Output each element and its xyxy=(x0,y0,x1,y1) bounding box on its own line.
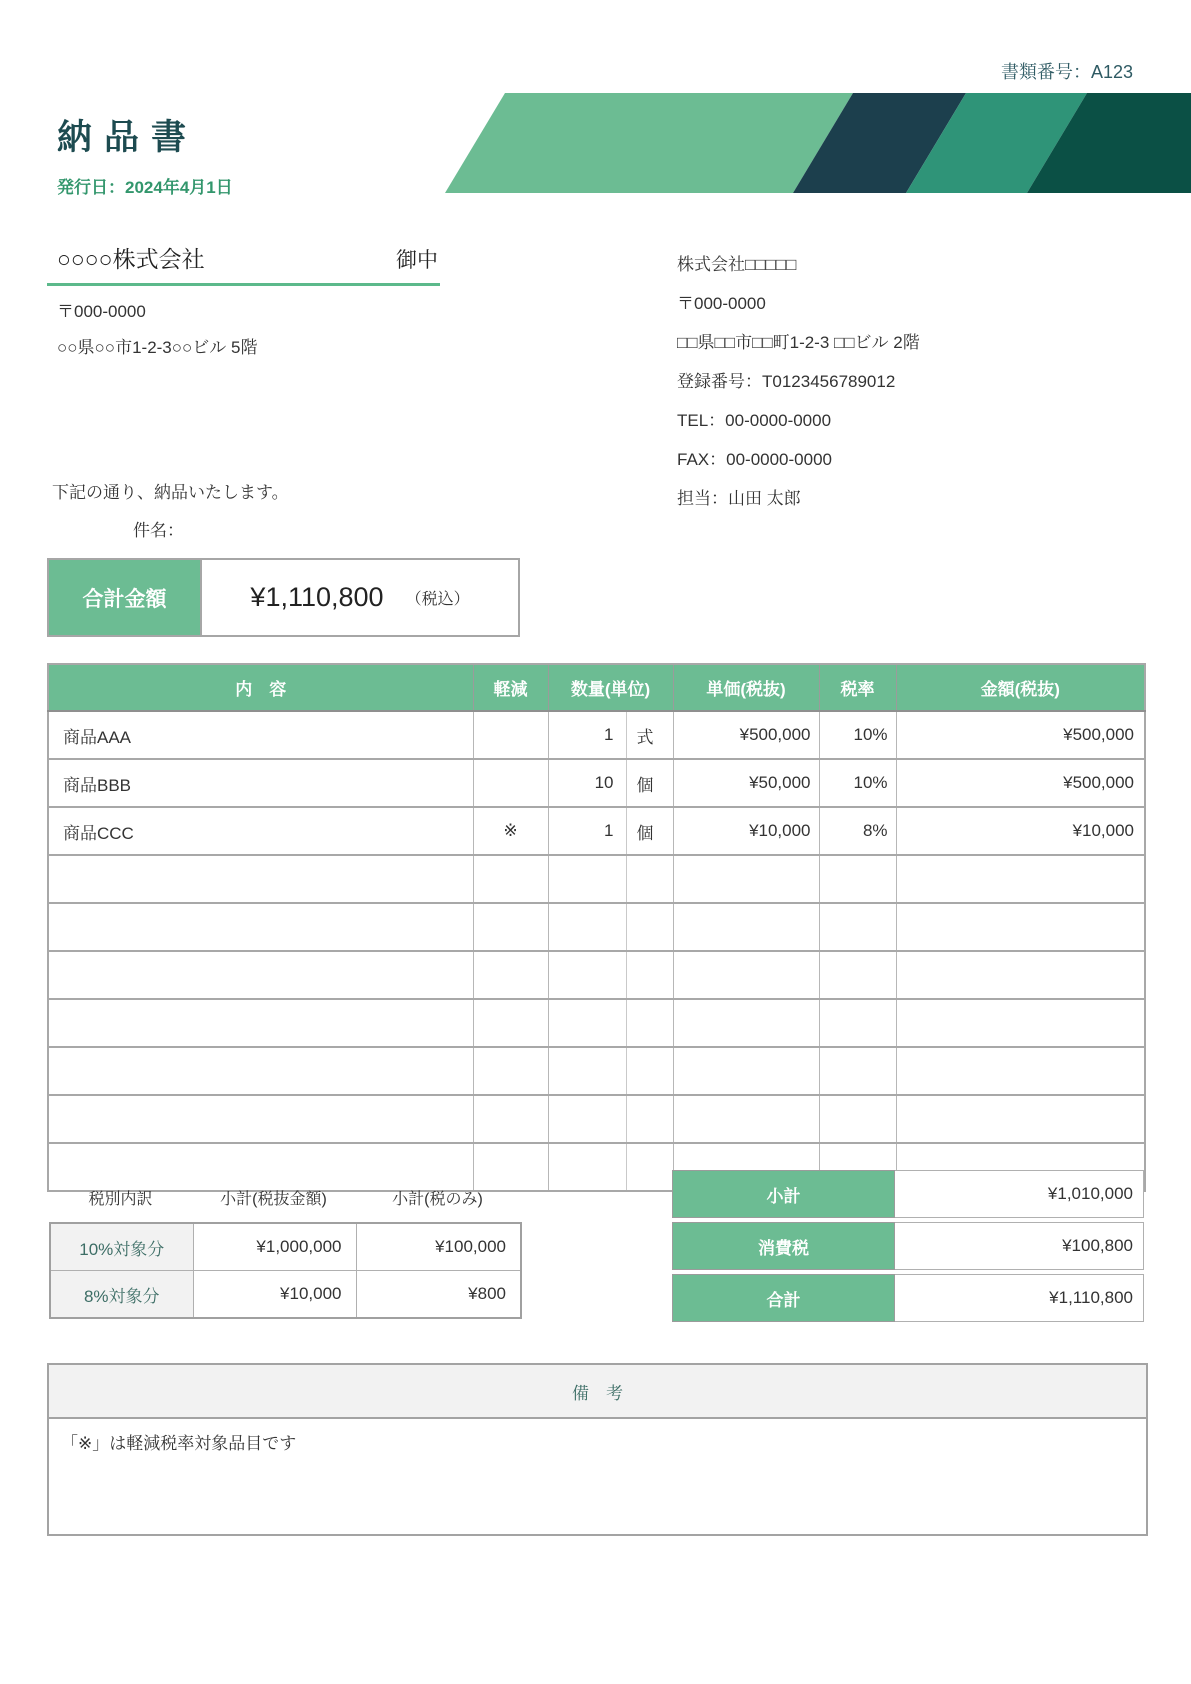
issuer-block xyxy=(677,245,1147,518)
items-column-header: 金額(税抜) xyxy=(896,664,1145,711)
summary-row xyxy=(672,1170,1144,1218)
item-amount: ¥10,000 xyxy=(896,807,1145,855)
summary-row xyxy=(672,1274,1144,1322)
item-description-empty xyxy=(48,1047,473,1095)
item-description: 商品CCC xyxy=(48,807,473,855)
doc-number: 書類番号：A123 xyxy=(1000,62,1133,82)
table-row-empty xyxy=(48,1095,1145,1143)
issuer-fax: FAX：00-0000-0000 xyxy=(677,450,832,469)
customer-postal: 〒000-0000 xyxy=(57,302,146,321)
item-reduced-tax-mark xyxy=(473,759,548,807)
page-title: 納品書 xyxy=(57,118,199,157)
customer-honorific: 御中 xyxy=(396,249,438,272)
tax-breakdown-table xyxy=(49,1222,522,1319)
item-amount-empty xyxy=(896,1047,1145,1095)
breakdown-subtotal: ¥10,000 xyxy=(193,1271,356,1319)
customer-name: ○○○○株式会社 xyxy=(57,246,205,272)
item-amount: ¥500,000 xyxy=(896,711,1145,759)
breakdown-tax-only: ¥100,000 xyxy=(356,1223,521,1271)
summary-label: 小計 xyxy=(672,1170,895,1218)
item-quantity-empty xyxy=(548,1047,626,1095)
total-amount-value-cell xyxy=(202,560,518,635)
breakdown-tax-only: ¥800 xyxy=(356,1271,521,1319)
issuer-name: 株式会社□□□□□ xyxy=(677,255,797,274)
items-table xyxy=(47,663,1146,1192)
item-tax-rate-empty xyxy=(819,855,896,903)
items-table-header xyxy=(48,664,1145,711)
item-unit: 個 xyxy=(626,759,673,807)
summary-value: ¥100,800 xyxy=(895,1222,1144,1270)
table-row-empty xyxy=(48,903,1145,951)
breakdown-category: 10%対象分 xyxy=(50,1223,193,1271)
item-unit: 式 xyxy=(626,711,673,759)
breakdown-header-category: 税別内訳 xyxy=(88,1191,153,1208)
item-description-empty xyxy=(48,1143,473,1191)
stripe-light-green xyxy=(445,93,853,193)
item-tax-rate: 10% xyxy=(819,759,896,807)
customer-name-row xyxy=(47,241,440,274)
item-reduced-tax-mark-empty xyxy=(473,1047,548,1095)
item-tax-rate-empty xyxy=(819,1047,896,1095)
breakdown-row xyxy=(50,1223,521,1271)
item-unit-price-empty xyxy=(673,855,819,903)
item-amount-empty xyxy=(896,951,1145,999)
item-description: 商品BBB xyxy=(48,759,473,807)
item-reduced-tax-mark-empty xyxy=(473,1095,548,1143)
item-amount-empty xyxy=(896,1095,1145,1143)
issuer-postal: 〒000-0000 xyxy=(677,294,766,313)
item-tax-rate-empty xyxy=(819,999,896,1047)
table-row-empty xyxy=(48,1047,1145,1095)
item-description: 商品AAA xyxy=(48,711,473,759)
remarks-box xyxy=(47,1363,1148,1536)
items-column-header: 税率 xyxy=(819,664,896,711)
item-reduced-tax-mark-empty xyxy=(473,855,548,903)
table-row-empty xyxy=(48,951,1145,999)
breakdown-header-subtotal: 小計(税抜金額) xyxy=(220,1191,327,1208)
item-unit: 個 xyxy=(626,807,673,855)
issuer-contact-person: 担当：山田 太郎 xyxy=(677,489,801,508)
item-reduced-tax-mark-empty xyxy=(473,951,548,999)
issuer-registration-number: 登録番号：T0123456789012 xyxy=(677,372,896,391)
tax-breakdown-headers xyxy=(49,1186,520,1209)
item-description-empty xyxy=(48,999,473,1047)
table-row xyxy=(48,711,1145,759)
summary-value: ¥1,110,800 xyxy=(895,1274,1144,1322)
item-reduced-tax-mark-empty xyxy=(473,1143,548,1191)
customer-underline xyxy=(47,283,440,286)
item-reduced-tax-mark-empty xyxy=(473,999,548,1047)
item-quantity-empty xyxy=(548,903,626,951)
items-column-header: 単価(税抜) xyxy=(673,664,819,711)
items-column-header: 軽減 xyxy=(473,664,548,711)
item-unit-price: ¥10,000 xyxy=(673,807,819,855)
item-tax-rate: 8% xyxy=(819,807,896,855)
remarks-title: 備 考 xyxy=(49,1365,1146,1419)
item-amount-empty xyxy=(896,903,1145,951)
item-unit-empty xyxy=(626,999,673,1047)
item-unit-empty xyxy=(626,855,673,903)
item-unit-empty xyxy=(626,1143,673,1191)
item-amount-empty xyxy=(896,855,1145,903)
item-reduced-tax-mark: ※ xyxy=(473,807,548,855)
item-description-empty xyxy=(48,855,473,903)
item-quantity: 1 xyxy=(548,807,626,855)
issuer-address: □□県□□市□□町1-2-3 □□ビル 2階 xyxy=(677,333,920,352)
item-tax-rate-empty xyxy=(819,903,896,951)
item-amount-empty xyxy=(896,999,1145,1047)
item-description-empty xyxy=(48,951,473,999)
item-quantity-empty xyxy=(548,951,626,999)
customer-address: ○○県○○市1-2-3○○ビル 5階 xyxy=(57,338,258,357)
table-row xyxy=(48,807,1145,855)
subject-label: 件名： xyxy=(133,521,184,540)
intro-message: 下記の通り、納品いたします。 xyxy=(52,483,289,502)
item-unit-empty xyxy=(626,951,673,999)
breakdown-header-tax-only: 小計(税のみ) xyxy=(392,1191,483,1208)
total-amount: ¥1,110,800 xyxy=(250,582,384,612)
breakdown-subtotal: ¥1,000,000 xyxy=(193,1223,356,1271)
item-unit-empty xyxy=(626,1047,673,1095)
summary-label: 合計 xyxy=(672,1274,895,1322)
item-quantity-empty xyxy=(548,1095,626,1143)
item-description-empty xyxy=(48,1095,473,1143)
item-unit-price-empty xyxy=(673,903,819,951)
summary-row xyxy=(672,1222,1144,1270)
breakdown-row xyxy=(50,1271,521,1319)
breakdown-category: 8%対象分 xyxy=(50,1271,193,1319)
item-reduced-tax-mark-empty xyxy=(473,903,548,951)
total-amount-label: 合計金額 xyxy=(49,560,202,635)
item-unit-price: ¥500,000 xyxy=(673,711,819,759)
table-row xyxy=(48,759,1145,807)
item-unit-empty xyxy=(626,903,673,951)
summary-label: 消費税 xyxy=(672,1222,895,1270)
issue-date: 発行日：2024年4月1日 xyxy=(57,178,233,197)
item-quantity-empty xyxy=(548,855,626,903)
item-tax-rate-empty xyxy=(819,1095,896,1143)
item-quantity-empty xyxy=(548,1143,626,1191)
summary-value: ¥1,010,000 xyxy=(895,1170,1144,1218)
total-tax-included-note: （税込） xyxy=(405,591,470,608)
total-amount-box xyxy=(47,558,520,637)
remarks-note: 「※」は軽減税率対象品目です xyxy=(61,1434,297,1453)
items-table-wrap xyxy=(47,663,1146,1192)
item-quantity-empty xyxy=(548,999,626,1047)
item-tax-rate: 10% xyxy=(819,711,896,759)
item-unit-price-empty xyxy=(673,999,819,1047)
item-tax-rate-empty xyxy=(819,951,896,999)
item-quantity: 1 xyxy=(548,711,626,759)
items-column-header: 数量(単位) xyxy=(548,664,673,711)
issuer-tel: TEL：00-0000-0000 xyxy=(677,411,832,430)
item-reduced-tax-mark xyxy=(473,711,548,759)
item-description-empty xyxy=(48,903,473,951)
table-row-empty xyxy=(48,999,1145,1047)
items-column-header: 内 容 xyxy=(48,664,473,711)
item-unit-price-empty xyxy=(673,1047,819,1095)
item-quantity: 10 xyxy=(548,759,626,807)
table-row-empty xyxy=(48,855,1145,903)
item-unit-price-empty xyxy=(673,951,819,999)
item-unit-price: ¥50,000 xyxy=(673,759,819,807)
item-amount: ¥500,000 xyxy=(896,759,1145,807)
item-unit-empty xyxy=(626,1095,673,1143)
item-unit-price-empty xyxy=(673,1095,819,1143)
